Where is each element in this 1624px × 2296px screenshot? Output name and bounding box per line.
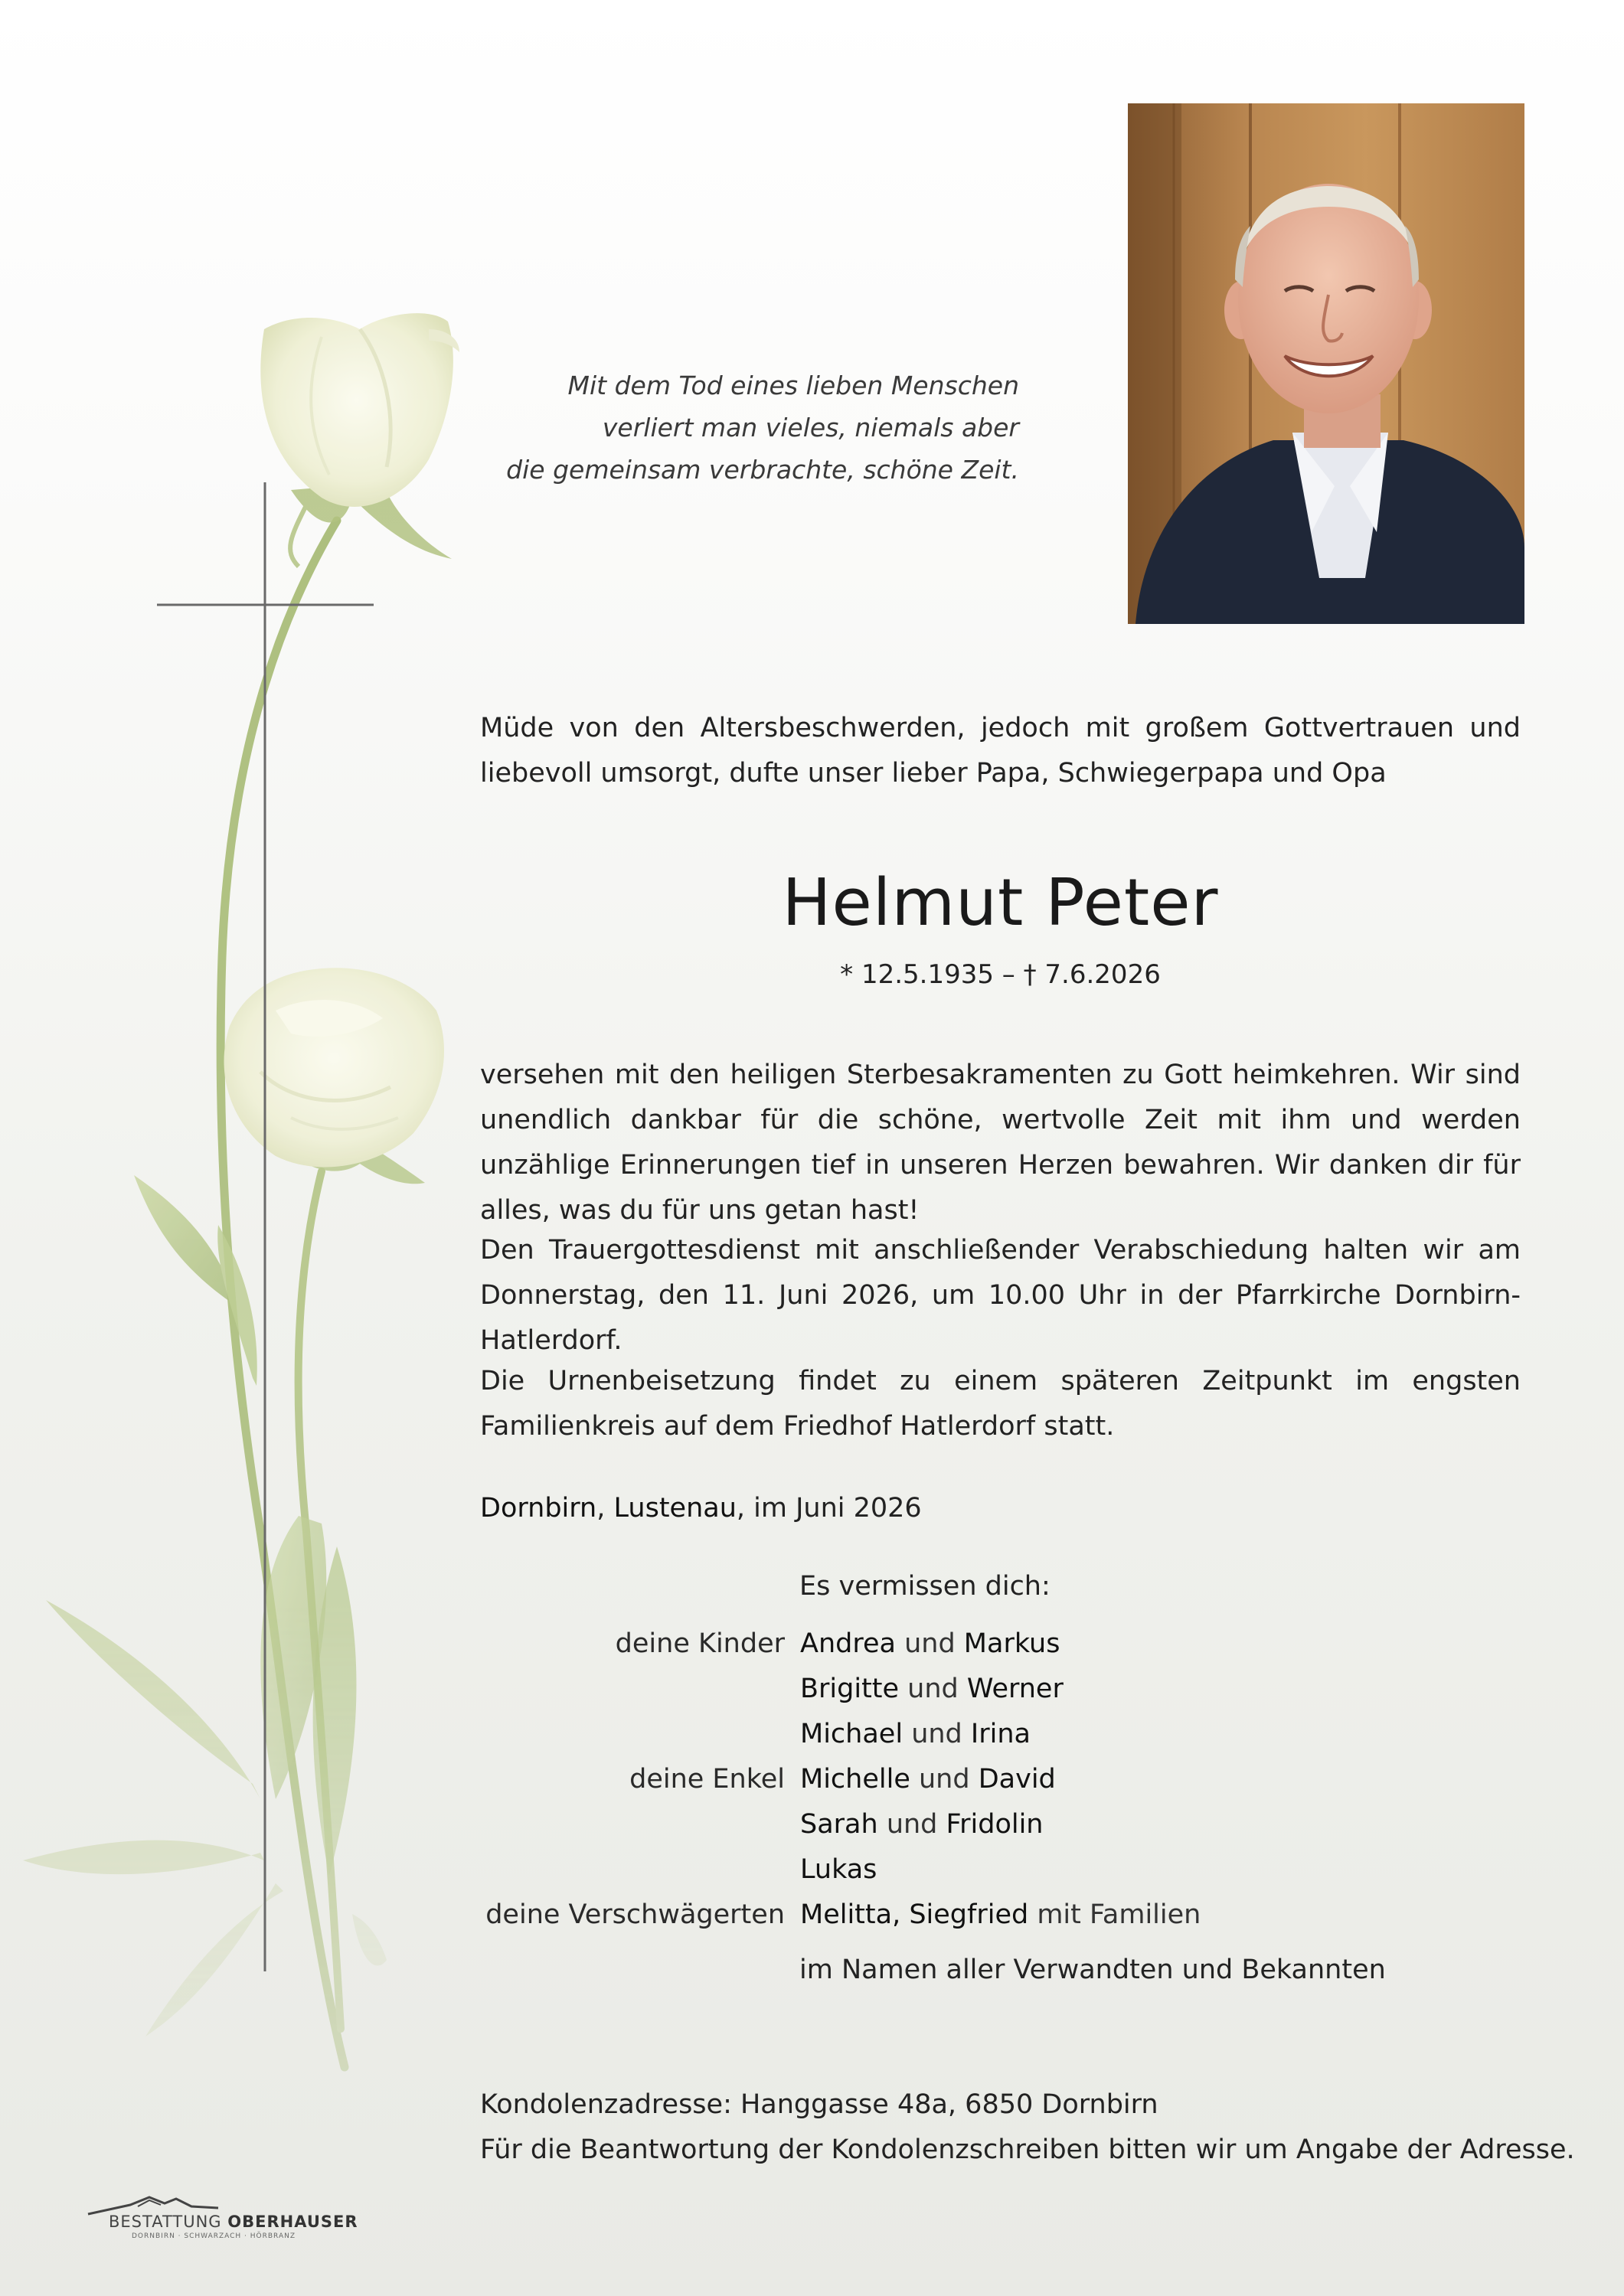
mourner-join: und: [877, 1808, 946, 1840]
mourner-names: [800, 1719, 1031, 1749]
mourner-name: David: [978, 1763, 1056, 1795]
intro-text: Müde von den Altersbeschwerden, jedoch mit großem Gottvertrauen und liebevoll umsorgt, dufte unser lieber Papa, Schwiegerpapa und Opa: [480, 713, 1521, 789]
mourner-relation: deine Verschwägerten: [485, 1899, 785, 1930]
mourner-name: Andrea: [800, 1628, 896, 1659]
mourner-join: und: [910, 1763, 979, 1795]
motto-line: die gemeinsam verbrachte, schöne Zeit.: [506, 455, 1019, 485]
farewell-paragraph: versehen mit den heiligen Sterbesakramenten zu Gott heimkehren. Wir sind unendlich dankbar für die schöne, wertvolle Zeit mit ihm und werden unzählige Erinnerungen tief in unseren Herzen bewahren. Wir danken dir für alles, was du für uns getan hast!: [480, 1060, 1521, 1226]
mourner-row: [429, 1892, 1539, 1937]
logo-locations: DORNBIRN · SCHWARZACH · HÖRBRANZ: [132, 2232, 296, 2240]
logo-brand-light: BESTATTUNG: [109, 2213, 222, 2231]
motto-line: Mit dem Tod eines lieben Menschen: [567, 371, 1019, 400]
mourner-name: Michelle: [800, 1763, 910, 1795]
rose-bloom-top: [260, 313, 459, 507]
mourner-name: Melitta, Siegfried: [800, 1899, 1029, 1930]
portrait-illustration: [1128, 103, 1524, 624]
mourner-name: Markus: [963, 1628, 1060, 1659]
mourner-name: Sarah: [800, 1808, 878, 1840]
motto-quote: [483, 364, 1019, 491]
address-line: Kondolenzadresse: Hanggasse 48a, 6850 Dornbirn: [480, 2089, 1158, 2120]
mourner-names: [800, 1899, 1201, 1930]
mourner-row: [429, 1711, 1539, 1756]
mourner-names: [800, 1674, 1064, 1704]
mourner-row: [429, 1847, 1539, 1892]
mourner-names: [800, 1854, 877, 1885]
address-note: Für die Beantwortung der Kondolenzschreiben bitten wir um Angabe der Adresse.: [480, 2134, 1575, 2165]
mourner-name: Irina: [970, 1718, 1031, 1749]
place-city: Dornbirn: [480, 1493, 597, 1524]
mourner-join: und: [895, 1628, 964, 1659]
mourner-row: [429, 1801, 1539, 1847]
place-separator: ,: [596, 1493, 606, 1524]
rose-bloom-bottom: [224, 968, 445, 1167]
mourner-relation: deine Kinder: [615, 1628, 785, 1659]
mourner-join: mit Familien: [1028, 1899, 1201, 1930]
mourner-name: Fridolin: [946, 1808, 1044, 1840]
mourners-heading: Es vermissen dich:: [799, 1571, 1051, 1602]
portrait-photo: [1128, 103, 1524, 624]
deceased-name: Helmut Peter: [782, 865, 1219, 941]
mourner-name: Lukas: [800, 1853, 877, 1885]
mourner-row: [429, 1756, 1539, 1801]
mourner-name: Michael: [800, 1718, 903, 1749]
mourner-names: [800, 1809, 1044, 1840]
mourner-join: und: [903, 1718, 971, 1749]
condolence-address: [480, 2082, 1575, 2173]
mourners-list: [429, 1621, 1539, 1937]
mourner-relation: deine Enkel: [629, 1763, 785, 1795]
mourner-names: [800, 1764, 1056, 1795]
mourner-row: [429, 1666, 1539, 1711]
service-paragraph: Den Trauergottesdienst mit anschließender Verabschiedung halten wir am Donnerstag, den 11. Juni 2026, um 10.00 Uhr in der Pfarrkirche Dornbirn-Hatlerdorf.: [480, 1235, 1521, 1356]
motto-line: verliert man vieles, niemals aber: [602, 413, 1019, 443]
rose-leaves: [23, 482, 452, 2036]
mourner-names: [800, 1628, 1060, 1659]
mourner-row: [429, 1621, 1539, 1666]
logo-brand-bold: OBERHAUSER: [227, 2213, 358, 2231]
place-date-line: [480, 1486, 1521, 1531]
logo-brand: [109, 2213, 358, 2231]
mourner-join: und: [899, 1673, 967, 1704]
mourner-name: Brigitte: [800, 1673, 900, 1704]
mourners-closing: im Namen aller Verwandten und Bekannten: [799, 1955, 1386, 1985]
burial-paragraph: Die Urnenbeisetzung findet zu einem späteren Zeitpunkt im engsten Familienkreis auf dem Friedhof Hatlerdorf statt.: [480, 1366, 1521, 1442]
mourner-name: Werner: [966, 1673, 1064, 1704]
place-city: Lustenau: [613, 1493, 737, 1524]
life-dates: * 12.5.1935 – † 7.6.2026: [840, 959, 1161, 990]
funeral-home-logo: [84, 2190, 358, 2243]
place-date: , im Juni 2026: [736, 1493, 922, 1524]
